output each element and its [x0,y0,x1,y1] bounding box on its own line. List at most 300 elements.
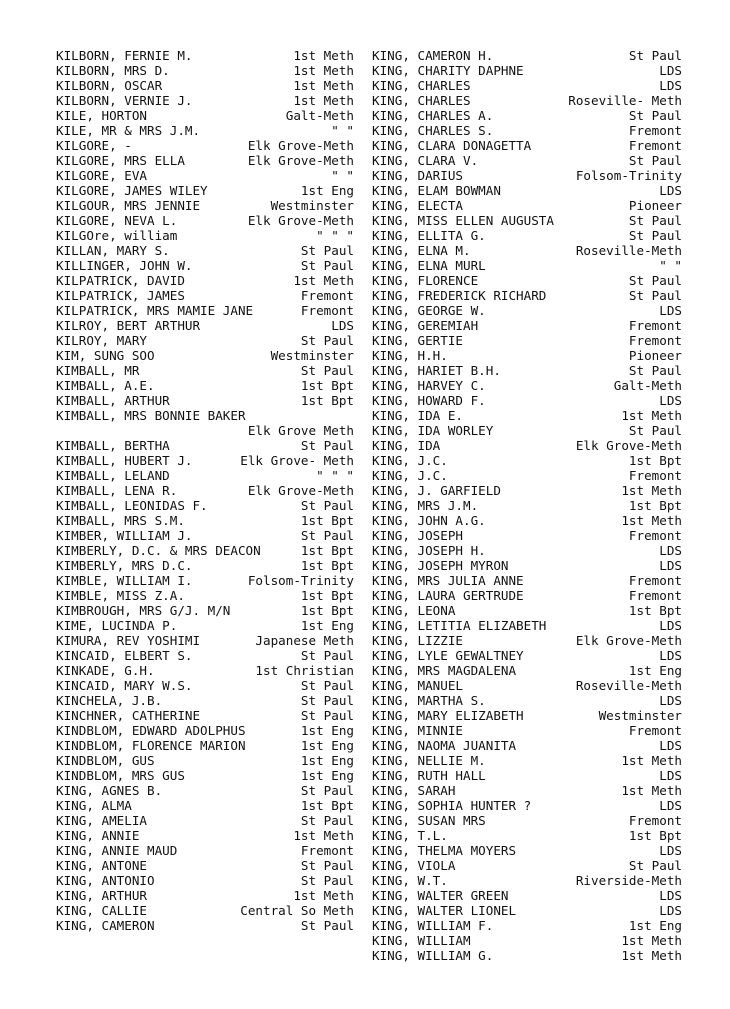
list-item [56,678,354,693]
list-item [372,543,682,558]
list-item [56,438,354,453]
entry-name: KIMBALL, A.E. [56,378,155,393]
entry-name: KING, ANNIE MAUD [56,843,178,858]
list-item [372,213,682,228]
entry-name: KIMBERLY, D.C. & MRS DEACON [56,543,261,558]
entry-church: St Paul [628,213,682,228]
list-item [56,378,354,393]
entry-church: 1st Meth [293,78,354,93]
entry-church: Pioneer [628,198,682,213]
entry-name: KIMBALL, LEONIDAS F. [56,498,208,513]
entry-church: St Paul [628,288,682,303]
entry-church: Roseville-Meth [575,678,682,693]
list-item [372,273,682,288]
entry-name: KILGOre, william [56,228,178,243]
list-item [372,903,682,918]
entry-name: KIMBERLY, MRS D.C. [56,558,193,573]
entry-church: Fremont [628,123,682,138]
entry-church: 1st Eng [628,918,682,933]
entry-church: 1st Eng [300,183,354,198]
list-item [56,783,354,798]
entry-church: Elk Grove- Meth [240,453,354,468]
list-item [372,828,682,843]
list-item [372,618,682,633]
list-item [56,228,354,243]
list-item [372,678,682,693]
entry-church: LDS [659,303,682,318]
entry-church: Galt-Meth [285,108,354,123]
list-item [372,93,682,108]
entry-name: KING, MANUEL [372,678,463,693]
entry-name: KINCHNER, CATHERINE [56,708,201,723]
list-item [56,738,354,753]
entry-name: KILLINGER, JOHN W. [56,258,193,273]
list-item [56,618,354,633]
entry-name: KING, JOSEPH H. [372,543,486,558]
entry-church: LDS [659,648,682,663]
entry-church: 1st Meth [293,63,354,78]
entry-name: KIMBALL, BERTHA [56,438,170,453]
entry-church: 1st Meth [293,48,354,63]
list-item [56,843,354,858]
entry-church: St Paul [628,228,682,243]
entry-name: KING, HARIET B.H. [372,363,501,378]
entry-name: KING, LYLE GEWALTNEY [372,648,524,663]
entry-church: Folsom-Trinity [575,168,682,183]
list-item [56,543,354,558]
entry-church: 1st Bpt [300,558,354,573]
entry-church: St Paul [300,918,354,933]
entry-name: KILGOUR, MRS JENNIE [56,198,201,213]
list-item [56,603,354,618]
entry-church: Fremont [628,813,682,828]
list-item [56,558,354,573]
list-item [372,648,682,663]
entry-church: St Paul [628,48,682,63]
entry-name: KING, LEONA [372,603,456,618]
list-item [56,633,354,648]
list-item [372,258,682,273]
entry-church: Elk Grove-Meth [247,153,354,168]
list-item [372,483,682,498]
list-item [56,858,354,873]
list-item [372,798,682,813]
entry-church: Roseville- Meth [568,93,682,108]
entry-church: LDS [659,843,682,858]
entry-name: KING, FLORENCE [372,273,479,288]
entry-name: KINDBLOM, MRS GUS [56,768,185,783]
entry-name: KILBORN, FERNIE M. [56,48,193,63]
entry-church: St Paul [300,873,354,888]
entry-name: KING, IDA [372,438,441,453]
entry-church: LDS [659,798,682,813]
entry-name: KIMURA, REV YOSHIMI [56,633,201,648]
entry-name: KIMBALL, LENA R. [56,483,178,498]
entry-church: LDS [659,393,682,408]
entry-name: KILROY, BERT ARTHUR [56,318,201,333]
list-item [372,588,682,603]
entry-church: St Paul [628,153,682,168]
entry-church: St Paul [300,858,354,873]
entry-church: St Paul [300,708,354,723]
list-item [56,363,354,378]
entry-church: St Paul [300,678,354,693]
list-item [372,123,682,138]
list-item [56,273,354,288]
entry-name: KING, NELLIE M. [372,753,486,768]
entry-name: KING, CLARA DONAGETTA [372,138,532,153]
entry-church: LDS [659,738,682,753]
entry-name: KING, ANTONE [56,858,147,873]
list-item [56,183,354,198]
entry-name: KILPATRICK, MRS MAMIE JANE [56,303,254,318]
list-item [372,753,682,768]
entry-church: 1st Meth [293,273,354,288]
list-item [56,918,354,933]
entry-name: KING, CHARITY DAPHNE [372,63,524,78]
entry-name: KING, FREDERICK RICHARD [372,288,547,303]
list-item [56,588,354,603]
entry-name: KING, CHARLES S. [372,123,494,138]
entry-name: KING, JOSEPH [372,528,463,543]
entry-name: KING, IDA E. [372,408,463,423]
list-item [372,948,682,963]
list-item [56,393,354,408]
entry-name: KING, ELLITA G. [372,228,486,243]
entry-name: KIMBALL, ARTHUR [56,393,170,408]
entry-name: KING, ARTHUR [56,888,147,903]
list-item [372,348,682,363]
list-item [372,198,682,213]
entry-church: Galt-Meth [613,378,682,393]
list-item [56,318,354,333]
entry-name: KIMBALL, LELAND [56,468,170,483]
entry-name: KILBORN, MRS D. [56,63,170,78]
entry-name: KILE, HORTON [56,108,147,123]
entry-church: St Paul [628,108,682,123]
list-item [372,183,682,198]
list-item [372,573,682,588]
list-item [372,333,682,348]
entry-church: " " " [316,468,354,483]
entry-church: " " [659,258,682,273]
entry-church: Riverside-Meth [575,873,682,888]
entry-name: KING, ELNA M. [372,243,471,258]
entry-church: 1st Bpt [300,513,354,528]
list-item [372,693,682,708]
entry-name: KING, ANTONIO [56,873,155,888]
right-column [372,48,682,963]
entry-name: KING, CHARLES [372,78,471,93]
entry-church: Elk Grove Meth [247,423,354,438]
entry-church: " " [331,123,354,138]
entry-name: KING, HARVEY C. [372,378,486,393]
list-item [56,753,354,768]
entry-name: KILBORN, VERNIE J. [56,93,193,108]
list-item [56,903,354,918]
entry-church: Westminster [270,198,354,213]
entry-church: LDS [331,318,354,333]
entry-church: Elk Grove-Meth [575,438,682,453]
entry-church: Westminster [270,348,354,363]
entry-church: 1st Eng [300,618,354,633]
entry-name: KING, MRS JULIA ANNE [372,573,524,588]
entry-name: KILGORE, MRS ELLA [56,153,185,168]
entry-name: KING, LAURA GERTRUDE [372,588,524,603]
entry-church: Fremont [628,723,682,738]
list-item [56,663,354,678]
list-item [56,48,354,63]
list-item [372,498,682,513]
entry-name: KING, MRS MAGDALENA [372,663,517,678]
list-item [56,108,354,123]
entry-church: 1st Bpt [628,603,682,618]
list-item [372,393,682,408]
entry-church: 1st Bpt [300,798,354,813]
entry-name: KING, J.C. [372,468,448,483]
list-item [372,438,682,453]
list-item [372,873,682,888]
list-item [56,528,354,543]
entry-church: LDS [659,78,682,93]
entry-name: KING, JOHN A.G. [372,513,486,528]
list-item [372,813,682,828]
list-item [372,888,682,903]
list-item [372,243,682,258]
entry-name: KING, GERTIE [372,333,463,348]
list-item [56,348,354,363]
entry-name: KING, ALMA [56,798,132,813]
list-item [372,363,682,378]
list-item [56,213,354,228]
entry-name: KILE, MR & MRS J.M. [56,123,201,138]
entry-church: St Paul [628,423,682,438]
entry-church: Westminster [598,708,682,723]
entry-name: KING, MARY ELIZABETH [372,708,524,723]
entry-name: KIMBROUGH, MRS G/J. M/N [56,603,231,618]
entry-name: KIMBLE, WILLIAM I. [56,573,193,588]
entry-church: 1st Meth [621,933,682,948]
list-item [56,573,354,588]
entry-church: St Paul [300,693,354,708]
entry-church: St Paul [300,648,354,663]
entry-church: 1st Christian [255,663,354,678]
list-item [372,423,682,438]
entry-church: Fremont [628,573,682,588]
entry-name: KIMBALL, MR [56,363,140,378]
list-item [372,288,682,303]
entry-church: Japanese Meth [255,633,354,648]
entry-name: KING, W.T. [372,873,448,888]
entry-church: Elk Grove-Meth [247,213,354,228]
entry-church: St Paul [628,363,682,378]
list-item [372,663,682,678]
entry-church: LDS [659,888,682,903]
entry-name: KIMBLE, MISS Z.A. [56,588,185,603]
entry-church: 1st Meth [293,828,354,843]
entry-name: KINKADE, G.H. [56,663,155,678]
entry-name: KING, MINNIE [372,723,463,738]
list-item [372,303,682,318]
entry-name: KING, NAOMA JUANITA [372,738,517,753]
entry-church: 1st Meth [621,513,682,528]
entry-name: KING, CAMERON H. [372,48,494,63]
entry-church: 1st Eng [300,768,354,783]
entry-church: Elk Grove-Meth [575,633,682,648]
list-item [372,378,682,393]
entry-church: 1st Meth [621,753,682,768]
entry-name: KING, SUSAN MRS [372,813,486,828]
entry-name: KING, MRS J.M. [372,498,479,513]
list-item [56,888,354,903]
entry-name: KING, GEREMIAH [372,318,479,333]
entry-name: KING, WALTER LIONEL [372,903,517,918]
list-item [372,318,682,333]
entry-church: Elk Grove-Meth [247,138,354,153]
entry-church: St Paul [628,858,682,873]
entry-church: St Paul [300,528,354,543]
list-item [56,483,354,498]
entry-name: KING, AMELIA [56,813,147,828]
entry-name: KING, CALLIE [56,903,147,918]
list-item [56,423,354,438]
list-item [372,738,682,753]
entry-church: 1st Bpt [300,603,354,618]
entry-name: KINCAID, MARY W.S. [56,678,193,693]
entry-name: KING, J. GARFIELD [372,483,501,498]
entry-church: 1st Bpt [628,453,682,468]
entry-name: KING, MISS ELLEN AUGUSTA [372,213,554,228]
list-item [372,723,682,738]
list-item [56,768,354,783]
list-item [56,708,354,723]
list-item [372,933,682,948]
entry-name: KILGORE, EVA [56,168,147,183]
entry-name: KING, CLARA V. [372,153,479,168]
entry-name: KING, H.H. [372,348,448,363]
list-item [372,858,682,873]
entry-name: KILGORE, NEVA L. [56,213,178,228]
entry-name: KING, CHARLES [372,93,471,108]
entry-church: Roseville-Meth [575,243,682,258]
entry-name: KIMBER, WILLIAM J. [56,528,193,543]
entry-name: KING, DARIUS [372,168,463,183]
entry-church: LDS [659,618,682,633]
list-item [56,78,354,93]
entry-church: St Paul [300,333,354,348]
list-item [372,918,682,933]
list-item [56,93,354,108]
list-item [372,153,682,168]
entry-church: Fremont [628,318,682,333]
entry-name: KINDBLOM, GUS [56,753,155,768]
entry-name: KIM, SUNG SOO [56,348,155,363]
entry-church: Fremont [300,303,354,318]
entry-name: KING, AGNES B. [56,783,163,798]
entry-church: 1st Bpt [628,828,682,843]
list-item [56,498,354,513]
entry-name: KING, WILLIAM F. [372,918,494,933]
entry-name: KING, MARTHA S. [372,693,486,708]
entry-church: 1st Meth [621,783,682,798]
entry-church: 1st Bpt [300,378,354,393]
entry-name: KING, J.C. [372,453,448,468]
list-item [56,453,354,468]
entry-name: KING, LETITIA ELIZABETH [372,618,547,633]
left-column [56,48,354,933]
entry-church: " " [331,168,354,183]
entry-church: 1st Bpt [628,498,682,513]
list-item [372,168,682,183]
entry-church: LDS [659,693,682,708]
entry-name: KING, T.L. [372,828,448,843]
entry-church: " " " [316,228,354,243]
entry-church: St Paul [300,783,354,798]
entry-name: KING, CAMERON [56,918,155,933]
entry-name: KIMBALL, MRS BONNIE BAKER [56,408,246,423]
list-item [56,198,354,213]
entry-church: Fremont [628,333,682,348]
entry-church: Pioneer [628,348,682,363]
entry-name: KING, SOPHIA HUNTER ? [372,798,532,813]
list-item [372,408,682,423]
entry-church: 1st Eng [300,723,354,738]
entry-name: KING, ELAM BOWMAN [372,183,501,198]
entry-name: KILGORE, - [56,138,132,153]
list-item [372,528,682,543]
entry-church: 1st Meth [621,408,682,423]
entry-church: LDS [659,558,682,573]
list-item [56,303,354,318]
list-item [372,108,682,123]
entry-church: LDS [659,63,682,78]
entry-church: 1st Bpt [300,543,354,558]
list-item [56,408,354,423]
list-item [56,513,354,528]
entry-church: Fremont [300,288,354,303]
list-item [56,813,354,828]
entry-name: KING, JOSEPH MYRON [372,558,509,573]
list-item [56,123,354,138]
entry-name: KING, THELMA MOYERS [372,843,517,858]
entry-church: Fremont [628,468,682,483]
entry-name: KINDBLOM, EDWARD ADOLPHUS [56,723,246,738]
list-item [56,648,354,663]
list-item [56,63,354,78]
entry-church: St Paul [300,498,354,513]
entry-name: KILPATRICK, JAMES [56,288,185,303]
entry-church: St Paul [628,273,682,288]
entry-name: KING, IDA WORLEY [372,423,494,438]
entry-name: KING, LIZZIE [372,633,463,648]
entry-name: KING, GEORGE W. [372,303,486,318]
entry-name: KILGORE, JAMES WILEY [56,183,208,198]
list-item [56,243,354,258]
list-item [372,228,682,243]
entry-name: KING, WILLIAM [372,933,471,948]
entry-church: Central So Meth [240,903,354,918]
entry-church: 1st Meth [293,888,354,903]
entry-name: KING, ELECTA [372,198,463,213]
list-item [372,783,682,798]
list-item [56,138,354,153]
entry-church: Fremont [628,528,682,543]
entry-church: St Paul [300,243,354,258]
entry-name: KING, RUTH HALL [372,768,486,783]
list-item [372,633,682,648]
list-item [372,558,682,573]
entry-name: KIME, LUCINDA P. [56,618,178,633]
